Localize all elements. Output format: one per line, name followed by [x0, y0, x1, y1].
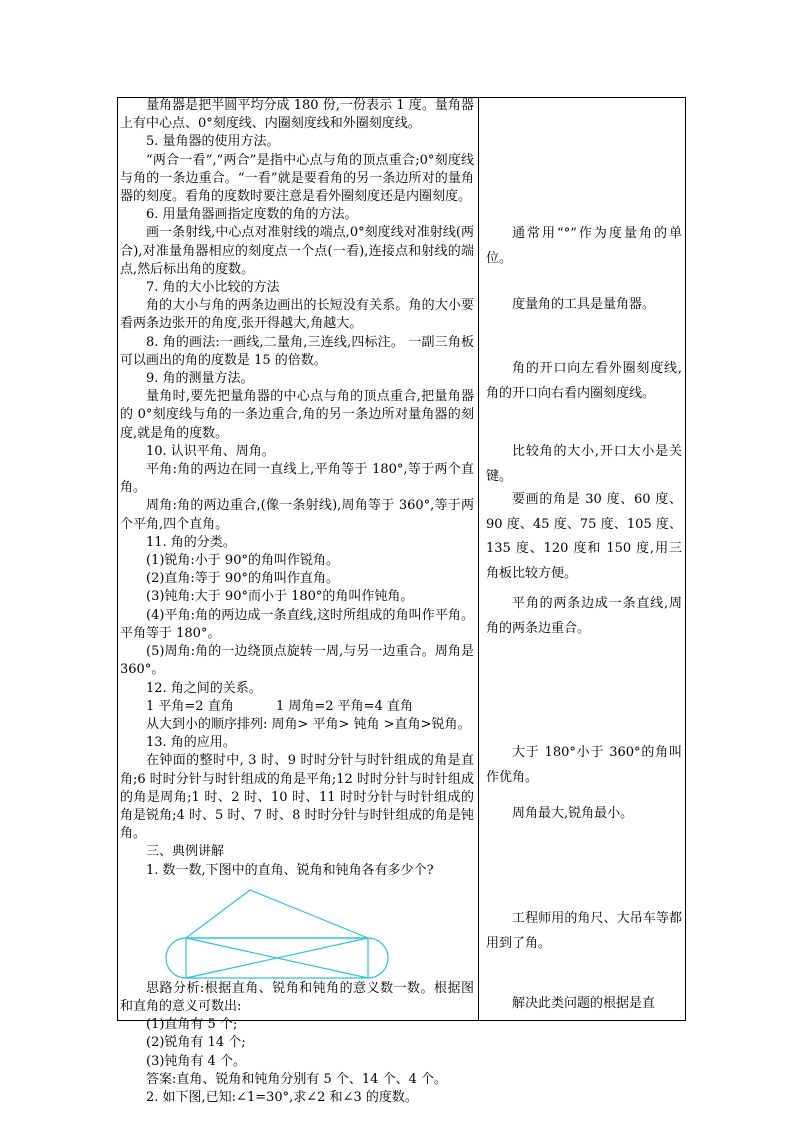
section-7-body: 角的大小与角的两条边画出的长短没有关系。角的大小要看两条边张开的角度,张开得越大,角越大。: [120, 298, 474, 332]
angle-class-item: (2)直角:等于 90°的角叫作直角。: [146, 571, 339, 587]
count-item: (2)锐角有 14 个;: [146, 1035, 246, 1051]
section-6-body: 画一条射线,中心点对准射线的端点,0°刻度线对准射线(两合),对准量角器相应的刻度点一个点(一看),连接点和射线的端点,然后标出角的度数。: [120, 225, 474, 277]
example-1-answer: 答案:直角、锐角和钝角分别有 5 个、14 个、4 个。: [146, 1071, 447, 1087]
example-1-question: 1. 数一数,下图中的直角、锐角和钝角各有多少个?: [146, 862, 434, 878]
count-item: (1)直角有 5 个;: [146, 1017, 238, 1033]
section-8: 8. 角的画法:一画线,二量角,三连线,四标注。 一副三角板可以画出的角的度数是 15 的倍数。: [120, 334, 474, 368]
example-1-figure: [120, 880, 474, 980]
flat-angle-definition: 平角:角的两边在同一直线上,平角等于 180°,等于两个直角。: [120, 462, 474, 496]
section-11-title: 11. 角的分类。: [146, 534, 236, 550]
example-2-question: 2. 如下图,已知:∠1=30°,求∠2 和∠3 的度数。: [146, 1089, 418, 1105]
angle-class-item: (4)平角:角的两边成一条直线,这时所组成的角叫作平角。平角等于 180°。: [120, 607, 474, 641]
example-1-analysis: 思路分析:根据直角、锐角和钝角的意义数一数。根据图和直角的意义可数出:: [120, 980, 474, 1014]
section-10-title: 10. 认识平角、周角。: [146, 443, 275, 459]
section-13-body: 在钟面的整时中, 3 时、9 时时分针与时针组成的角是直角;6 时时分针与时针组成的角是平角;12 时时分针与时针组成的角是周角;1 时、2 时、10 时、11 时时分针与时针组成的角是锐角;4 时、5 时、7 时、8 时时分针与时针组成的角是钝角。: [120, 753, 474, 842]
section-9-title: 9. 角的测量方法。: [146, 371, 254, 387]
section-7-title: 7. 角的大小比较的方法: [146, 280, 280, 296]
section-9-body: 量角时,要先把量角器的中心点与角的顶点重合,把量角器的 0°刻度线与角的一条边重合,角的另一条边所对量角器的刻度,就是角的度数。: [120, 389, 474, 441]
triangle-top: [186, 890, 368, 938]
count-item: (3)钝角有 4 个。: [146, 1053, 246, 1069]
angle-class-item: (1)锐角:小于 90°的角叫作锐角。: [146, 553, 339, 569]
side-note: 工程师用的角尺、大吊车等都用到了角。: [486, 911, 682, 951]
side-note: 要画的角是 30 度、60 度、90 度、45 度、75 度、105 度、135 度、120 度和 150 度,用三角板比较方便。: [486, 492, 682, 581]
angle-class-item: (5)周角:角的一边绕顶点旋转一周,与另一边重合。周角是 360°。: [120, 644, 474, 678]
angle-order-line: 从大到小的顺序排列: 周角> 平角> 钝角 >直角>锐角。: [146, 716, 471, 732]
angle-class-item: (3)钝角:大于 90°而小于 180°的角叫作钝角。: [146, 589, 414, 605]
side-note: 比较角的大小,开口大小是关键。: [486, 444, 682, 484]
full-angle-definition: 周角:角的两边重合,(像一条射线),周角等于 360°,等于两个平角,四个直角。: [120, 498, 474, 532]
angle-relation-line: [120, 698, 474, 716]
angle-figure-svg: [120, 880, 474, 980]
relation-full-flat-right: 1 周角=2 平角=4 直角: [275, 698, 413, 714]
section-12-title: 12. 角之间的关系。: [146, 680, 262, 696]
side-note: 度量角的工具是量角器。: [512, 297, 656, 312]
side-note: 平角的两条边成一条直线,周角的两条边重合。: [486, 596, 682, 636]
section-5-title: 5. 量角器的使用方法。: [146, 134, 280, 150]
section-13-title: 13. 角的应用。: [146, 735, 236, 751]
section-6-title: 6. 用量角器画指定度数的角的方法。: [146, 207, 358, 223]
column-divider: [478, 97, 479, 1021]
side-note: 角的开口向左看外圈刻度线,角的开口向右看内圈刻度线。: [486, 361, 682, 401]
side-note: 周角最大,锐角最小。: [512, 806, 634, 821]
section-3-title: 三、典例讲解: [146, 844, 225, 860]
side-note: 解决此类问题的根据是直: [512, 996, 656, 1011]
section-5-body: “两合一看”,“两合”是指中心点与角的顶点重合;0°刻度线与角的一条边重合。“一看”就是要看角的另一条边所对的量角器的刻度。看角的度数时要注意是看外圈刻度还是内圈刻度。: [120, 152, 474, 205]
side-note: 大于 180°小于 360°的角叫作优角。: [486, 745, 682, 785]
main-content-column: [120, 97, 474, 1107]
relation-flat-right: 1 平角=2 直角: [146, 698, 234, 714]
protractor-intro: 量角器是把半圆平均分成 180 份,一份表示 1 度。量角器上有中心点、0°刻度线、内圈刻度线和外圈刻度线。: [120, 98, 474, 132]
side-note: 通常用“°”作为度量角的单位。: [486, 226, 682, 266]
